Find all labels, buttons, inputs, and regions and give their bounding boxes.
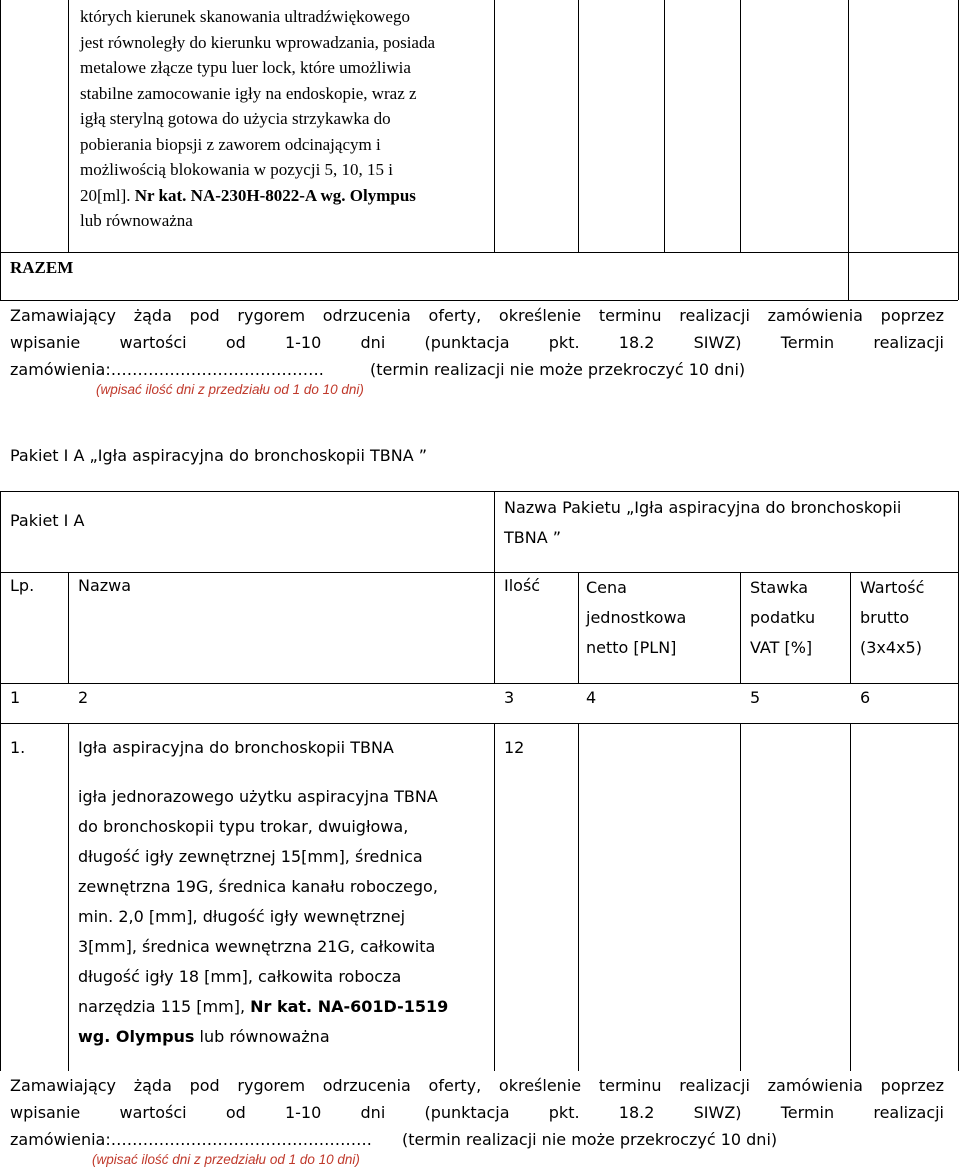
header-cena: Cena jednostkowa netto [PLN] <box>586 578 687 657</box>
deadline-notice-2 <box>10 1072 944 1153</box>
desc-line: których kierunek skanowania ultradźwiękowego <box>80 7 410 26</box>
item-lp: 1. <box>10 738 26 757</box>
col-number: 6 <box>860 688 871 707</box>
catalog-number: Nr kat. NA-601D-1519 <box>250 997 449 1016</box>
col-number: 4 <box>586 688 597 707</box>
col-divider <box>664 0 665 252</box>
notice-line: wpisanie wartości od 1-10 dni (punktacja pkt. 18.2 SIWZ) Termin realizacji <box>10 333 944 352</box>
pakiet-heading: Pakiet I A „Igła aspiracyjna do bronchoskopii TBNA ” <box>10 446 428 465</box>
col-divider <box>494 491 495 572</box>
col-number: 1 <box>10 688 21 707</box>
deadline-fill-field[interactable]: zamówienia:…………………………………………. <box>10 1130 372 1149</box>
desc-line-catalog: 20[ml]. Nr kat. NA-230H-8022-A wg. Olympus <box>80 185 416 205</box>
row-divider <box>0 300 958 301</box>
col-divider <box>740 572 741 683</box>
manufacturer: wg. Olympus <box>78 1027 195 1046</box>
row-divider <box>0 683 958 684</box>
pakiet-name: Nazwa Pakietu „Igła aspiracyjna do bronchoskopii TBNA ” <box>504 498 902 547</box>
header-lp: Lp. <box>10 576 35 595</box>
header-stawka: Stawka podatku VAT [%] <box>750 578 816 657</box>
item-quantity: 12 <box>504 738 525 757</box>
desc-line: jest równoległy do kierunku wprowadzania, posiada <box>80 32 436 52</box>
col-number: 2 <box>78 688 89 707</box>
deadline-hint-2: (wpisać ilość dni z przedziału od 1 do 10 dni) <box>92 1152 360 1167</box>
col-number: 3 <box>504 688 515 707</box>
notice-line: zamówienia:…………………………………. (termin realizacji nie może przekroczyć 10 dni) <box>10 360 746 379</box>
col-divider <box>68 572 69 683</box>
item-name: Igła aspiracyjna do bronchoskopii TBNA <box>78 738 394 757</box>
border-right <box>958 491 959 1071</box>
desc-line-catalog: narzędzia 115 [mm], Nr kat. NA-601D-1519 <box>78 997 449 1016</box>
notice-line: Zamawiający żąda pod rygorem odrzucenia oferty, określenie terminu realizacji zamówienia poprzez <box>10 1076 944 1095</box>
row-divider <box>0 491 958 492</box>
desc-line: 3[mm], średnica wewnętrzna 21G, całkowita <box>78 937 436 956</box>
col-divider <box>850 572 851 683</box>
deadline-fill-field[interactable]: zamówienia:…………………………………. <box>10 360 324 379</box>
desc-line: metalowe złącze typu luer lock, które umożliwia <box>80 58 411 77</box>
desc-line-manufacturer: wg. Olympus lub równoważna <box>78 1027 330 1046</box>
razem-label: RAZEM <box>10 258 74 277</box>
desc-line: długość igły zewnętrznej 15[mm], średnica <box>78 847 423 866</box>
desc-line: igłą sterylną gotowa do użycia strzykawka do <box>80 109 391 128</box>
col-divider <box>848 0 849 300</box>
item-description <box>78 782 492 1052</box>
col-divider <box>494 572 495 683</box>
deadline-hint: (wpisać ilość dni z przedziału od 1 do 10 dni) <box>96 382 364 397</box>
border-left <box>0 0 1 300</box>
notice-line: zamówienia:…………………………………………. (termin realizacji nie może przekroczyć 10 dni) <box>10 1130 778 1149</box>
col-divider <box>68 723 69 1071</box>
desc-line: długość igły 18 [mm], całkowita robocza <box>78 967 402 986</box>
row-divider <box>0 252 958 253</box>
desc-line: stabilne zamocowanie igły na endoskopie, wraz z <box>80 83 417 103</box>
row-divider <box>0 723 958 724</box>
border-right <box>958 0 959 300</box>
deadline-notice <box>10 302 944 383</box>
col-divider <box>68 0 69 252</box>
header-ilosc: Ilość <box>504 576 541 595</box>
col-number: 5 <box>750 688 761 707</box>
product-description <box>80 4 490 234</box>
col-divider <box>740 0 741 252</box>
col-divider <box>494 0 495 252</box>
col-divider <box>494 723 495 1071</box>
col-divider <box>578 723 579 1071</box>
header-nazwa: Nazwa <box>78 576 132 595</box>
col-divider <box>850 723 851 1071</box>
col-divider <box>740 723 741 1071</box>
desc-line: do bronchoskopii typu trokar, dwuigłowa, <box>78 817 409 836</box>
notice-line: wpisanie wartości od 1-10 dni (punktacja pkt. 18.2 SIWZ) Termin realizacji <box>10 1103 944 1122</box>
header-wartosc: Wartość brutto (3x4x5) <box>860 578 925 657</box>
border-left <box>0 491 1 1071</box>
pakiet-label: Pakiet I A <box>10 511 85 530</box>
desc-line: igła jednorazowego użytku aspiracyjna TBNA <box>78 787 438 806</box>
desc-line: lub równoważna <box>80 211 193 230</box>
notice-line: Zamawiający żąda pod rygorem odrzucenia oferty, określenie terminu realizacji zamówienia poprzez <box>10 306 944 325</box>
desc-line: możliwością blokowania w pozycji 5, 10, 15 i <box>80 160 394 179</box>
col-divider <box>578 0 579 252</box>
desc-line: zewnętrzna 19G, średnica kanału roboczego, <box>78 877 438 896</box>
desc-line: min. 2,0 [mm], długość igły wewnętrznej <box>78 907 406 926</box>
col-divider <box>578 572 579 683</box>
desc-line: pobierania biopsji z zaworem odcinającym i <box>80 134 381 154</box>
catalog-number: Nr kat. NA-230H-8022-A wg. Olympus <box>134 185 416 205</box>
